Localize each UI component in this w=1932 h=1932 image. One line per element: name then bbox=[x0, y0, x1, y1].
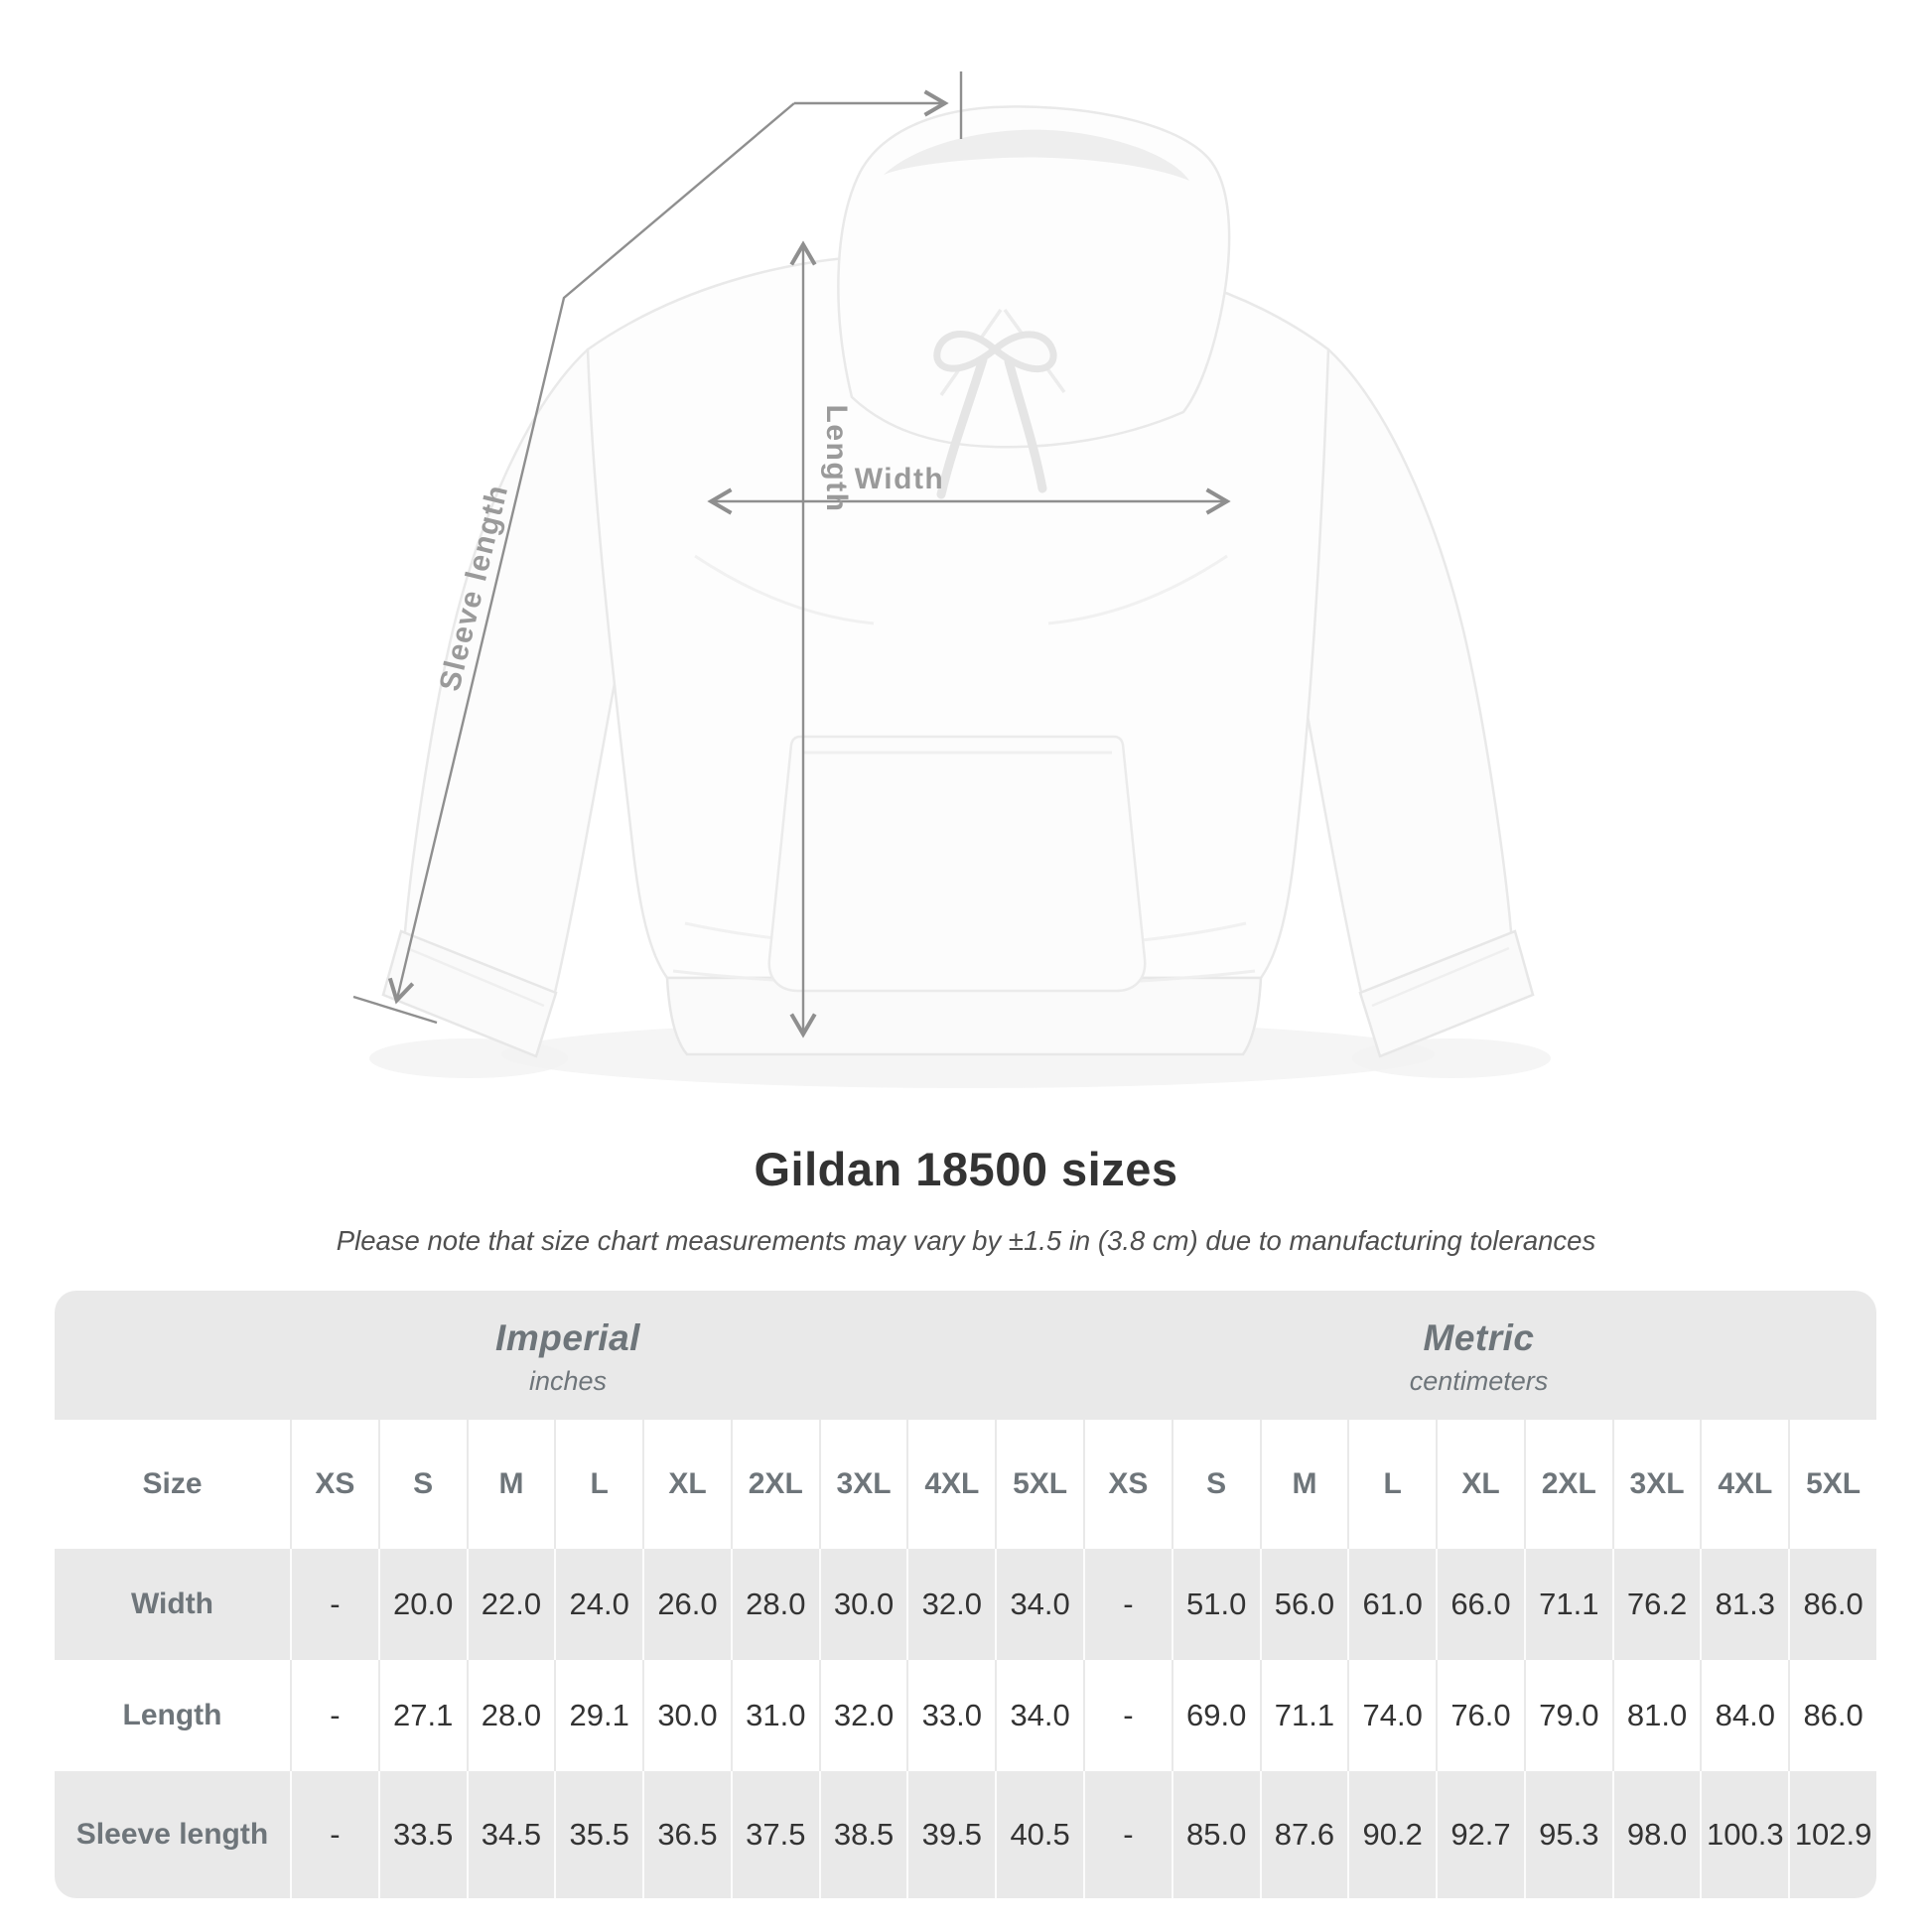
sleeve-length-measure-label: Sleeve length bbox=[433, 481, 515, 695]
measurement-value-cell: - bbox=[1083, 1549, 1172, 1660]
measurement-value-cell: - bbox=[1083, 1660, 1172, 1771]
size-column-header: 5XL bbox=[1788, 1420, 1876, 1549]
measurement-value-cell: 79.0 bbox=[1524, 1660, 1612, 1771]
measurement-value-cell: 38.5 bbox=[819, 1771, 907, 1898]
measurement-value-cell: 26.0 bbox=[642, 1549, 731, 1660]
measurement-value-cell: 92.7 bbox=[1436, 1771, 1524, 1898]
size-column-header: XL bbox=[642, 1420, 731, 1549]
measurement-row-label: Length bbox=[122, 1699, 222, 1731]
measurement-value-cell: 39.5 bbox=[906, 1771, 995, 1898]
measurement-value-cell: 32.0 bbox=[906, 1549, 995, 1660]
size-column-header: 2XL bbox=[731, 1420, 819, 1549]
metric-group-unit: centimeters bbox=[1409, 1366, 1549, 1396]
size-header-row bbox=[55, 1420, 1876, 1549]
measurement-value-cell: 34.5 bbox=[467, 1771, 555, 1898]
measurement-value-cell: 33.0 bbox=[906, 1660, 995, 1771]
size-table bbox=[55, 1291, 1876, 1898]
measurement-value-cell: 84.0 bbox=[1700, 1660, 1788, 1771]
measurement-row-label: Width bbox=[130, 1587, 214, 1620]
measurement-row-label: Sleeve length bbox=[75, 1818, 269, 1851]
measurement-value-cell: 81.3 bbox=[1700, 1549, 1788, 1660]
measurement-value-cell: - bbox=[290, 1771, 378, 1898]
measurement-value-cell: 22.0 bbox=[467, 1549, 555, 1660]
measurement-value-cell: 100.3 bbox=[1700, 1771, 1788, 1898]
measurement-value-cell: 51.0 bbox=[1172, 1549, 1260, 1660]
measurement-value-cell: 35.5 bbox=[554, 1771, 642, 1898]
metric-group-label: Metric bbox=[1423, 1317, 1535, 1358]
size-column-header: 4XL bbox=[1700, 1420, 1788, 1549]
measurement-value-cell: 31.0 bbox=[731, 1660, 819, 1771]
size-column-header: M bbox=[467, 1420, 555, 1549]
measurement-value-cell: 34.0 bbox=[995, 1660, 1083, 1771]
measurement-value-cell: 27.1 bbox=[378, 1660, 467, 1771]
measurement-value-cell: 69.0 bbox=[1172, 1660, 1260, 1771]
measurement-value-cell: 30.0 bbox=[642, 1660, 731, 1771]
measurement-value-cell: 95.3 bbox=[1524, 1771, 1612, 1898]
imperial-group-header bbox=[55, 1291, 1081, 1420]
measurement-value-cell: 66.0 bbox=[1436, 1549, 1524, 1660]
measurement-value-cell: 81.0 bbox=[1612, 1660, 1701, 1771]
size-column-header: L bbox=[554, 1420, 642, 1549]
size-column-header: 3XL bbox=[819, 1420, 907, 1549]
kangaroo-pocket bbox=[769, 737, 1145, 991]
tolerance-note: Please note that size chart measurements may vary by ±1.5 in (3.8 cm) due to manufacturing tolerances bbox=[336, 1225, 1596, 1256]
measurement-value-cell: - bbox=[290, 1549, 378, 1660]
measurement-row bbox=[55, 1549, 1876, 1660]
measurement-value-cell: 40.5 bbox=[995, 1771, 1083, 1898]
measurement-value-cell: 85.0 bbox=[1172, 1771, 1260, 1898]
metric-group-header bbox=[1081, 1291, 1876, 1420]
measurement-value-cell: 30.0 bbox=[819, 1549, 907, 1660]
measurement-value-cell: 36.5 bbox=[642, 1771, 731, 1898]
measurement-value-cell: - bbox=[290, 1660, 378, 1771]
width-measure-label: Width bbox=[854, 463, 945, 495]
measurement-value-cell: 90.2 bbox=[1347, 1771, 1436, 1898]
size-column-header: 3XL bbox=[1612, 1420, 1701, 1549]
measurement-value-cell: 102.9 bbox=[1788, 1771, 1876, 1898]
size-column-header: S bbox=[1172, 1420, 1260, 1549]
measurement-value-cell: 61.0 bbox=[1347, 1549, 1436, 1660]
measurement-value-cell: 87.6 bbox=[1260, 1771, 1348, 1898]
size-column-header: XL bbox=[1436, 1420, 1524, 1549]
measurement-value-cell: 32.0 bbox=[819, 1660, 907, 1771]
measurement-value-cell: 71.1 bbox=[1524, 1549, 1612, 1660]
size-column-header: S bbox=[378, 1420, 467, 1549]
measurement-value-cell: 76.0 bbox=[1436, 1660, 1524, 1771]
size-column-header: 2XL bbox=[1524, 1420, 1612, 1549]
measurement-row bbox=[55, 1660, 1876, 1771]
measurement-value-cell: 86.0 bbox=[1788, 1549, 1876, 1660]
size-column-header: M bbox=[1260, 1420, 1348, 1549]
measurement-value-cell: 76.2 bbox=[1612, 1549, 1701, 1660]
imperial-group-unit: inches bbox=[528, 1366, 608, 1396]
length-measure-label: Length bbox=[820, 404, 853, 513]
measurement-value-cell: 71.1 bbox=[1260, 1660, 1348, 1771]
size-column-header: 4XL bbox=[906, 1420, 995, 1549]
measurement-value-cell: 29.1 bbox=[554, 1660, 642, 1771]
measurement-value-cell: 28.0 bbox=[731, 1549, 819, 1660]
measurement-value-cell: 86.0 bbox=[1788, 1660, 1876, 1771]
measurement-row bbox=[55, 1771, 1876, 1898]
measurement-value-cell: 34.0 bbox=[995, 1549, 1083, 1660]
size-column-header: L bbox=[1347, 1420, 1436, 1549]
measurement-value-cell: 20.0 bbox=[378, 1549, 467, 1660]
size-corner-header: Size bbox=[142, 1467, 203, 1500]
size-column-header: XS bbox=[1083, 1420, 1172, 1549]
measurement-value-cell: 37.5 bbox=[731, 1771, 819, 1898]
size-column-header: 5XL bbox=[995, 1420, 1083, 1549]
measurement-value-cell: 74.0 bbox=[1347, 1660, 1436, 1771]
measurement-value-cell: - bbox=[1083, 1771, 1172, 1898]
page-title: Gildan 18500 sizes bbox=[754, 1143, 1178, 1195]
measurement-value-cell: 24.0 bbox=[554, 1549, 642, 1660]
imperial-group-label: Imperial bbox=[495, 1317, 640, 1358]
size-column-header: XS bbox=[290, 1420, 378, 1549]
measurement-value-cell: 28.0 bbox=[467, 1660, 555, 1771]
measurement-value-cell: 33.5 bbox=[378, 1771, 467, 1898]
hoodie-hood bbox=[838, 106, 1229, 447]
measurement-value-cell: 98.0 bbox=[1612, 1771, 1701, 1898]
measurement-value-cell: 56.0 bbox=[1260, 1549, 1348, 1660]
unit-group-header-row bbox=[55, 1291, 1876, 1420]
